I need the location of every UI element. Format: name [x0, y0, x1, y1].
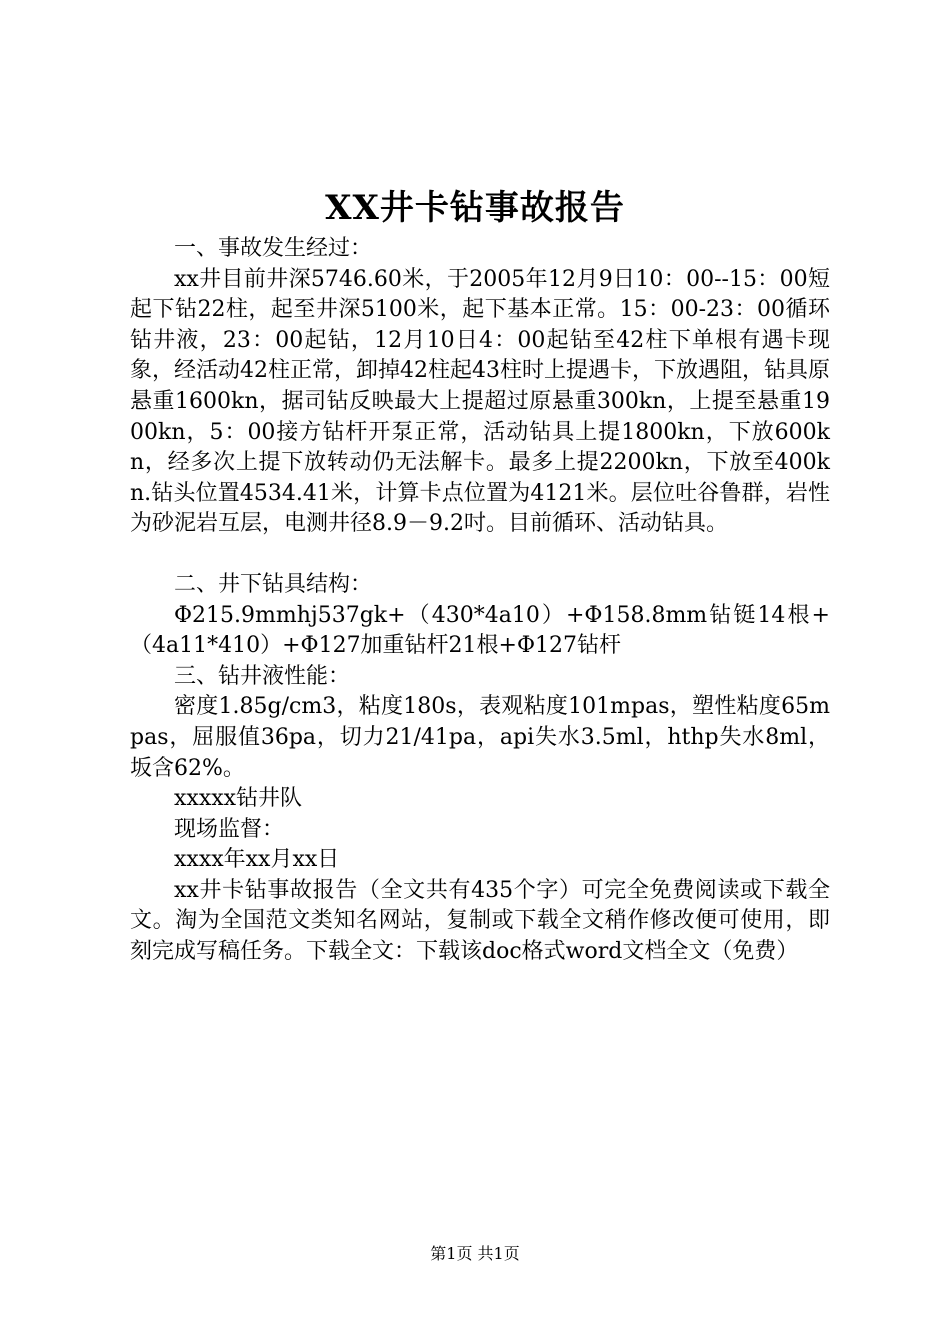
signature-supervisor: 现场监督：: [174, 816, 285, 842]
paragraph-drilling-fluid: 密度1.85g/cm3，粘度180s，表观粘度101mpas，塑性粘度65mpas，屈服值36pa，切力21/41pa，api失水3.5ml，hthp失水8ml，坂含62%。: [130, 694, 830, 781]
section-heading-accident-process: 一、事故发生经过：: [174, 236, 373, 261]
document-body: [130, 234, 830, 968]
document-title: XX井卡钻事故报告: [325, 188, 625, 228]
signature-team: xxxxx钻井队: [174, 786, 303, 812]
paragraph-download-note: xx井卡钻事故报告（全文共有435个字）可完全免费阅读或下载全文。淘为全国范文类知名网站，复制或下载全文稍作修改便可使用，即刻完成写稿任务。下载全文：下载该doc格式word文档全文（免费）: [130, 877, 830, 965]
section-heading-drill-tool-structure: 二、井下钻具结构：: [174, 571, 373, 597]
page-footer: 第1页 共1页: [430, 1244, 520, 1263]
signature-date: xxxx年xx月xx日: [174, 847, 340, 873]
paragraph-drill-tool-structure: Φ215.9mmhj537gk+（430*4a10）+Φ158.8mm钻铤14根+（4a11*410）+Φ127加重钻杆21根+Φ127钻杆: [130, 602, 830, 659]
section-heading-drilling-fluid: 三、钻井液性能：: [174, 663, 351, 689]
paragraph-accident-details: xx井目前井深5746.60米，于2005年12月9日10：00--15：00短起下钻22柱，起至井深5100米，起下基本正常。15：00-23：00循环钻井液，23：00起钻，12月10日4：00起钻至42柱下单根有遇卡现象，经活动42柱正常，卸掉42柱起43柱时上提遇卡，下放遇阻，钻具原悬重1600kn，据司钻反映最大上提超过原悬重300kn，上提至悬重1900kn，5：00接方钻杆开泵正常，活动钻具上提1800kn，下放600kn，经多次上提下放转动仍无法解卡。最多上提2200kn，下放至400kn.钻头位置4534.41米，计算卡点位置为4121米。层位吐谷鲁群，岩性为砂泥岩互层，电测井径8.9－9.2吋。目前循环、活动钻具。: [130, 266, 830, 537]
